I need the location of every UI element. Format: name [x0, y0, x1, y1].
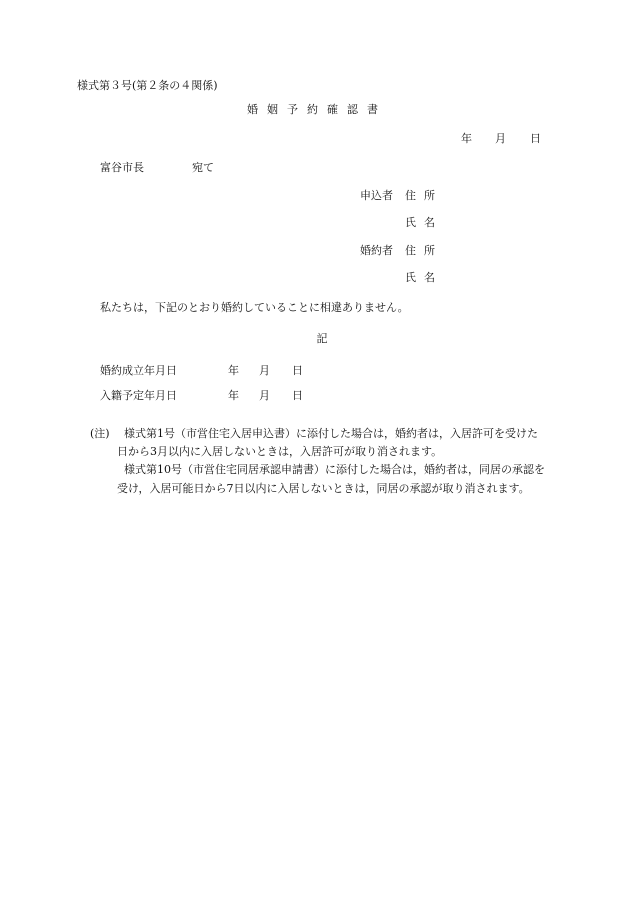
date-month-label: 月 [495, 132, 506, 145]
fiance-role-label: 婚約者 [360, 244, 393, 257]
engagement-day-label: 日 [292, 364, 303, 377]
addressee-name: 富谷市長 [100, 161, 144, 174]
engagement-date-label: 婚約成立年月日 [100, 364, 177, 377]
engagement-year-label: 年 [228, 364, 239, 377]
registration-date-label: 入籍予定年月日 [100, 389, 177, 402]
date-year-label: 年 [461, 132, 472, 145]
ki-heading: 記 [316, 332, 328, 345]
fiance-address-label: 住所 [405, 244, 443, 257]
note-line-1: 様式第1号（市営住宅入居申込書）に添付した場合は，婚約者は，入居許可を受けた [124, 427, 538, 440]
applicant-address-label: 住所 [405, 189, 443, 202]
note-line-4: 受け，入居可能日から7日以内に入居しないときは，同居の承認が取り消されます。 [117, 482, 530, 495]
applicant-role-label: 申込者 [360, 189, 393, 202]
note-line-3: 様式第10号（市営住宅同居承認申請書）に添付した場合は，婚約者は，同居の承認を [124, 463, 545, 476]
declaration-statement: 私たちは，下記のとおり婚約していることに相違ありません。 [100, 301, 409, 314]
registration-year-label: 年 [228, 389, 239, 402]
note-line-2: 日から3月以内に入居しないときは，入居許可が取り消されます。 [117, 445, 443, 458]
note-marker: (注) [90, 427, 110, 440]
document-title: 婚姻予約確認書 [247, 103, 387, 116]
registration-day-label: 日 [292, 389, 303, 402]
date-day-label: 日 [530, 132, 541, 145]
applicant-name-label: 氏名 [405, 216, 443, 229]
registration-month-label: 月 [259, 389, 270, 402]
fiance-name-label: 氏名 [405, 271, 443, 284]
engagement-month-label: 月 [259, 364, 270, 377]
addressee-suffix: 宛て [192, 161, 214, 174]
form-number: 様式第３号(第２条の４関係) [77, 79, 218, 92]
